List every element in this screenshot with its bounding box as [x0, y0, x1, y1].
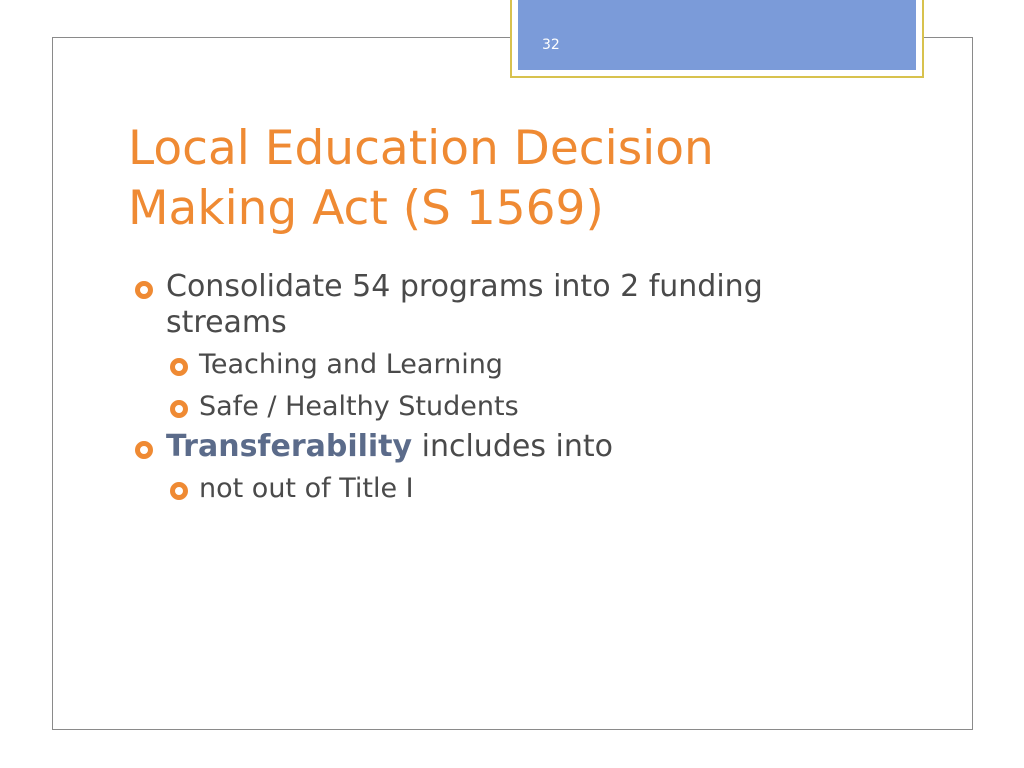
ring-bullet-icon	[135, 281, 153, 299]
slide-number: 32	[542, 37, 560, 53]
title-line-1: Local Education Decision	[128, 121, 714, 176]
bullet-list	[134, 265, 874, 507]
bullet-text: includes into	[412, 429, 613, 464]
sub-bullet-item	[134, 347, 874, 383]
sub-bullet-item	[134, 471, 874, 507]
bullet-text: Consolidate 54 programs into 2 funding streams	[166, 269, 763, 340]
bullet-text: Safe / Healthy Students	[199, 391, 519, 422]
sub-bullet-item	[134, 389, 874, 425]
bullet-bold-text: Transferability	[166, 429, 413, 464]
ring-bullet-icon	[135, 441, 153, 459]
bullet-text: Teaching and Learning	[199, 349, 503, 380]
ring-bullet-icon	[170, 400, 188, 418]
title-line-2: Making Act (S 1569)	[128, 181, 604, 236]
slide-number-box	[510, 0, 924, 78]
slide-number-panel	[518, 0, 916, 70]
ring-bullet-icon	[170, 358, 188, 376]
slide-title	[128, 119, 888, 239]
ring-bullet-icon	[170, 482, 188, 500]
bullet-item	[134, 429, 874, 465]
bullet-item	[134, 269, 874, 341]
bullet-text: not out of Title I	[199, 473, 414, 504]
